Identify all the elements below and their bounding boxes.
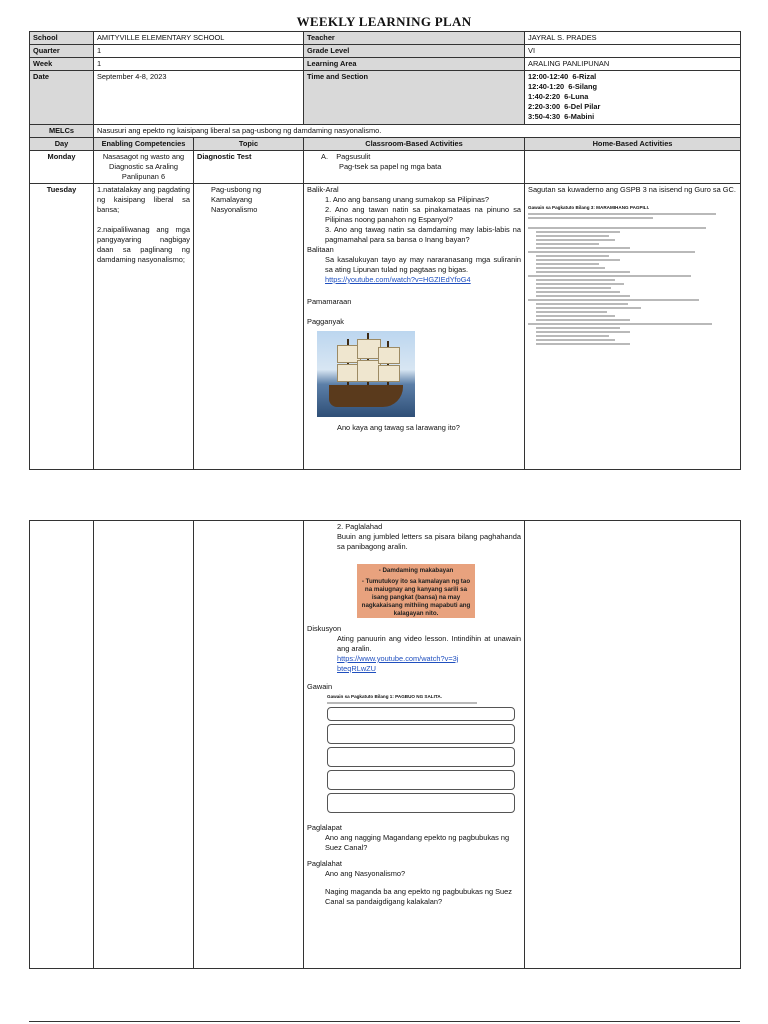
question-1: 1. Ano ang bansang unang sumakop sa Pilipinas? — [325, 194, 489, 204]
puzzle-box-4 — [327, 770, 515, 790]
pamamaraan-heading: Pamamaraan — [307, 296, 352, 306]
puzzle-box-2 — [327, 724, 515, 744]
weekly-plan-table-continued — [29, 520, 741, 969]
grade-value: VI — [525, 44, 741, 57]
date-label: Date — [30, 70, 94, 124]
tuesday-activities — [304, 183, 525, 469]
melcs-value: Nasusuri ang epekto ng kaisipang liberal sa pag-usbong ng damdaming nasyonalismo. — [94, 124, 741, 137]
monday-competency: Nasasagot ng wasto ang Diagnostic sa Araling Panlipunan 6 — [94, 150, 194, 183]
paglalapat-question: Ano ang nagging Magandang epekto ng pagbubukas ng Suez Canal? — [325, 833, 510, 853]
paglalahad-text: Buuin ang jumbled letters sa pisara bilang paghahanda sa panibagong aralin. — [337, 531, 521, 551]
cont-day — [30, 521, 94, 969]
tuesday-day: Tuesday — [30, 183, 94, 469]
cont-topic — [194, 521, 304, 969]
balitaan-heading: Balitaan — [307, 244, 334, 254]
nationalism-card-image: - Damdaming makabayan - Tumutukoy ito sa kamalayan ng tao na maiugnay ang kanyang sarili sa isang pangkat (bansa) na may nagkakaisang mithiing mapabuti ang kalagayan nito. — [357, 564, 475, 618]
diskusyon-heading: Diskusyon — [307, 623, 342, 633]
tuesday-home — [525, 183, 741, 469]
balitaan-text: Sa kasalukuyan tayo ay may nararanasang mga suliranin sa ating Lipunan tulad ng pagtaas ng bigas. — [325, 254, 522, 274]
paglalahad-heading: 2. Paglalahad — [337, 522, 383, 531]
gawain-worksheet: Gawain sa Pagkatuto Bilang 1: PAGBUO NG SALITA. — [307, 694, 521, 813]
pagganyak-heading: Pagganyak — [307, 316, 344, 326]
page-title: WEEKLY LEARNING PLAN — [296, 14, 472, 29]
week-value: 1 — [94, 57, 304, 70]
question-3: 3. Ano ang tawag natin sa damdaming may labis-labis na pagmamahal para sa bansa o Inang bayan? — [325, 224, 522, 244]
school-value: AMITYVILLE ELEMENTARY SCHOOL — [94, 32, 304, 45]
galleon-ship-image — [317, 331, 415, 417]
schedule-row: 3:50-4:30 6-Mabini — [528, 111, 595, 121]
worksheet-thumbnail: Gawain sa Pagkatuto Bilang 3: MARAMIHANG PAGPILI. — [528, 205, 737, 345]
schedule-list — [525, 70, 741, 124]
weekly-plan-table — [29, 31, 741, 470]
monday-topic: Diagnostic Test — [194, 150, 304, 183]
teacher-label: Teacher — [304, 32, 525, 45]
grade-label: Grade Level — [304, 44, 525, 57]
monday-home — [525, 150, 741, 183]
question-2: 2. Ano ang tawan natin sa pinakamataas na pinuno sa Pilipinas noong panahon ng Espanyol? — [325, 204, 522, 224]
monday-day: Monday — [30, 150, 94, 183]
time-section-label: Time and Section — [304, 70, 525, 124]
date-value: September 4-8, 2023 — [94, 70, 304, 124]
ship-question: Ano kaya ang tawag sa larawang ito? — [337, 422, 460, 432]
area-value: ARALING PANLIPUNAN — [525, 57, 741, 70]
paglalahat-question-1: Ano ang Nasyonalismo? — [325, 868, 406, 878]
col-classroom: Classroom-Based Activities — [304, 137, 525, 150]
cont-activities — [304, 521, 525, 969]
paglalahat-question-2: Naging maganda ba ang epekto ng pagbubukas ng Suez Canal sa pandaigdigang kalakalan? — [325, 886, 512, 906]
cont-home — [525, 521, 741, 969]
puzzle-box-3 — [327, 747, 515, 767]
teacher-value: JAYRAL S. PRADES — [525, 32, 741, 45]
paglalapat-heading: Paglalapat — [307, 823, 342, 833]
quarter-value: 1 — [94, 44, 304, 57]
col-home: Home-Based Activities — [525, 137, 741, 150]
schedule-row: 12:00-12:40 6-Rizal — [528, 71, 597, 81]
melcs-label: MELCs — [30, 124, 94, 137]
schedule-row: 1:40-2:20 6-Luna — [528, 91, 589, 101]
cont-competencies — [94, 521, 194, 969]
week-label: Week — [30, 57, 94, 70]
tuesday-topic: Pag-usbong ng Kamalayang Nasyonalismo — [194, 183, 304, 469]
next-page-edge — [29, 1021, 740, 1022]
area-label: Learning Area — [304, 57, 525, 70]
monday-activity: A. Pagsusulit Pag-tsek sa papel ng mga bata — [304, 150, 525, 183]
paglalahat-heading: Paglalahat — [307, 859, 342, 868]
video-link-1[interactable]: https://youtube.com/watch?v=HGZIEdYfoG4 — [325, 274, 471, 284]
puzzle-box-1 — [327, 707, 515, 721]
puzzle-box-5 — [327, 793, 515, 813]
gawain-heading: Gawain — [307, 681, 333, 691]
quarter-label: Quarter — [30, 44, 94, 57]
video-link-2[interactable]: https://www.youtube.com/watch?v=3jbteqRLwZU — [337, 653, 459, 673]
col-topic: Topic — [194, 137, 304, 150]
schedule-row: 2:20-3:00 6-Del Pilar — [528, 101, 601, 111]
home-activity-text: Sagutan sa kuwaderno ang GSPB 3 na isisend ng Guro sa GC. — [528, 184, 736, 194]
tuesday-competencies: 1.natatalakay ang pagdating ng kaisipang liberal sa bansa; 2.naipaliliwanag ang mga pangyayaring nagbigay daan sa paglinang ng damdaming nasyonalismo; — [94, 183, 194, 469]
schedule-row: 12:40-1:20 6-Silang — [528, 81, 598, 91]
col-day: Day — [30, 137, 94, 150]
school-label: School — [30, 32, 94, 45]
diskusyon-text: Ating panuurin ang video lesson. Intindihin at unawain ang aralin. — [337, 633, 521, 653]
col-competencies: Enabling Competencies — [94, 137, 194, 150]
balik-aral-heading: Balik-Aral — [307, 184, 339, 194]
